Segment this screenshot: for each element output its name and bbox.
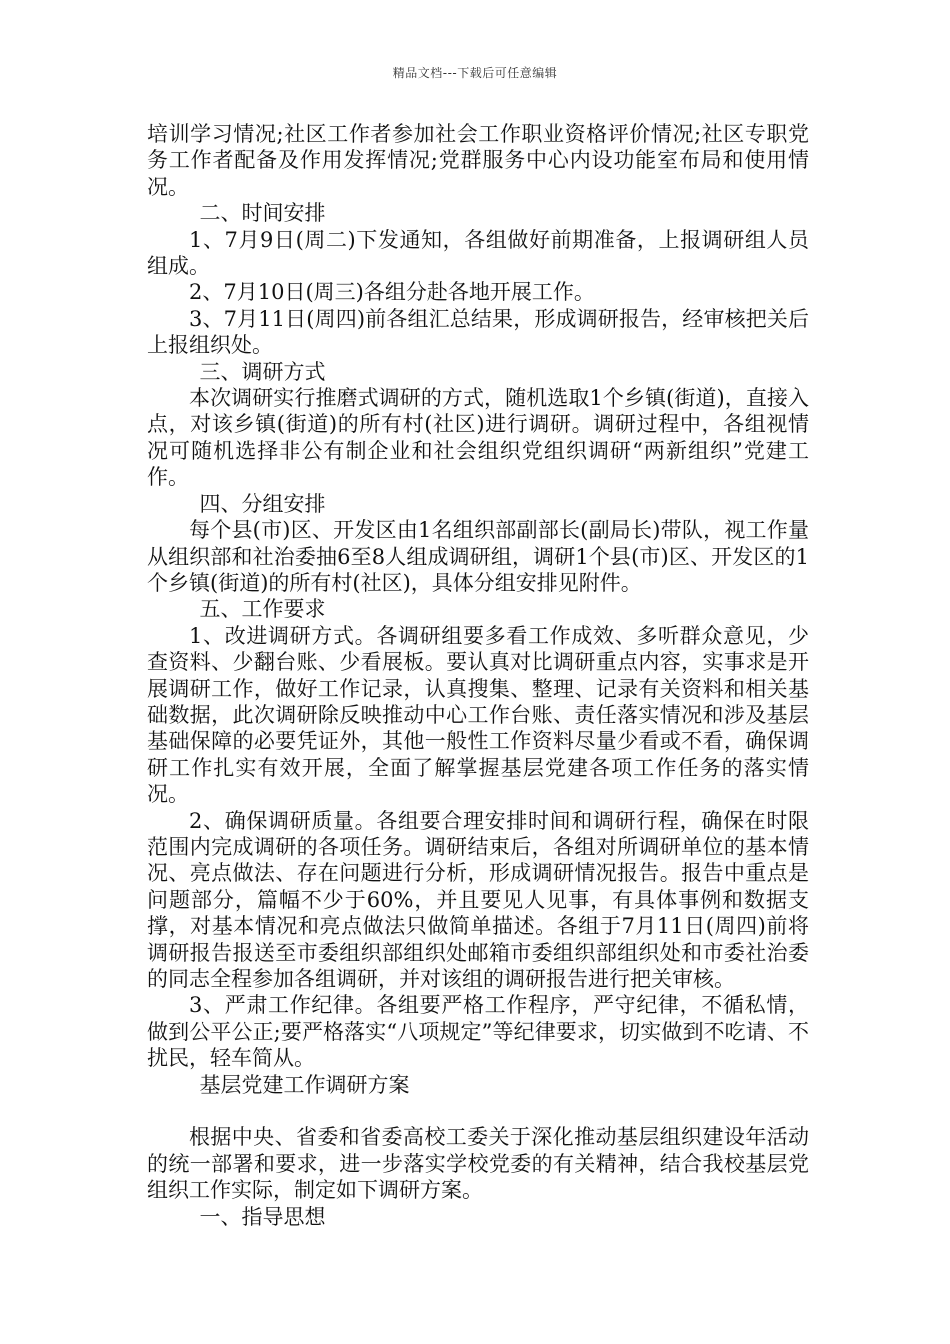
body-paragraph: 2、7月10日(周三)各组分赴各地开展工作。: [189, 280, 595, 305]
body-paragraph: 培训学习情况;社区工作者参加社会工作职业资格评价情况;社区专职党务工作者配备及作用发挥情况;党群服务中心内设功能室布局和使用情况。: [147, 122, 809, 199]
body-paragraph: 1、改进调研方式。各调研组要多看工作成效、多听群众意见，少查资料、少翻台账、少看展板。要认真对比调研重点内容，实事求是开展调研工作，做好工作记录，认真搜集、整理、记录有关资料和相关基础数据，此次调研除反映推动中心工作台账、责任落实情况和涉及基层基础保障的必要凭证外，其他一般性工作资料尽量少看或不看，确保调研工作扎实有效开展，全面了解掌握基层党建各项工作任务的落实情况。: [147, 623, 809, 807]
blank-line: [147, 1098, 809, 1124]
section-heading: 三、调研方式: [199, 359, 326, 384]
body-paragraph: 2、确保调研质量。各组要合理安排时间和调研行程，确保在时限范围内完成调研的各项任务。调研结束后，各组对所调研单位的基本情况、亮点做法、存在问题进行分析，形成调研情况报告。报告中重点是问题部分，篇幅不少于60%，并且要见人见事，有具体事例和数据支撑，对基本情况和亮点做法只做简单描述。各组于7月11日(周四)前将调研报告报送至市委组织部组织处邮箱市委组织部组织处和市委社治委的同志全程参加各组调研，并对该组的调研报告进行把关审核。: [147, 808, 809, 991]
section-heading: 四、分组安排: [199, 491, 326, 516]
document-body: [147, 121, 809, 1230]
body-paragraph: 3、严肃工作纪律。各组要严格工作程序，严守纪律，不循私情，做到公平公正;要严格落实“八项规定”等纪律要求，切实做到不吃请、不扰民，轻车简从。: [147, 993, 809, 1071]
body-paragraph: 本次调研实行推磨式调研的方式，随机选取1个乡镇(街道)，直接入点，对该乡镇(街道)的所有村(社区)进行调研。调研过程中，各组视情况可随机选择非公有制企业和社会组织党组织调研“两新组织”党建工作。: [147, 386, 809, 490]
body-paragraph: 每个县(市)区、开发区由1名组织部副部长(副局长)带队，视工作量从组织部和社治委抽6至8人组成调研组，调研1个县(市)区、开发区的1个乡镇(街道)的所有村(社区)，具体分组安排见附件。: [147, 518, 809, 595]
section-heading: 二、时间安排: [199, 201, 326, 226]
body-paragraph: 根据中央、省委和省委高校工委关于深化推动基层组织建设年活动的统一部署和要求，进一步落实学校党委的有关精神，结合我校基层党组织工作实际，制定如下调研方案。: [147, 1125, 809, 1203]
section-heading: 五、工作要求: [199, 597, 326, 622]
body-paragraph: 1、7月9日(周二)下发通知，各组做好前期准备，上报调研组人员组成。: [147, 227, 809, 279]
page-header: 精品文档---下载后可任意编辑: [392, 66, 558, 80]
section-heading: 基层党建工作调研方案: [199, 1072, 410, 1097]
body-paragraph: 3、7月11日(周四)前各组汇总结果，形成调研报告，经审核把关后上报组织处。: [147, 306, 809, 358]
section-heading: 一、指导思想: [199, 1204, 326, 1229]
